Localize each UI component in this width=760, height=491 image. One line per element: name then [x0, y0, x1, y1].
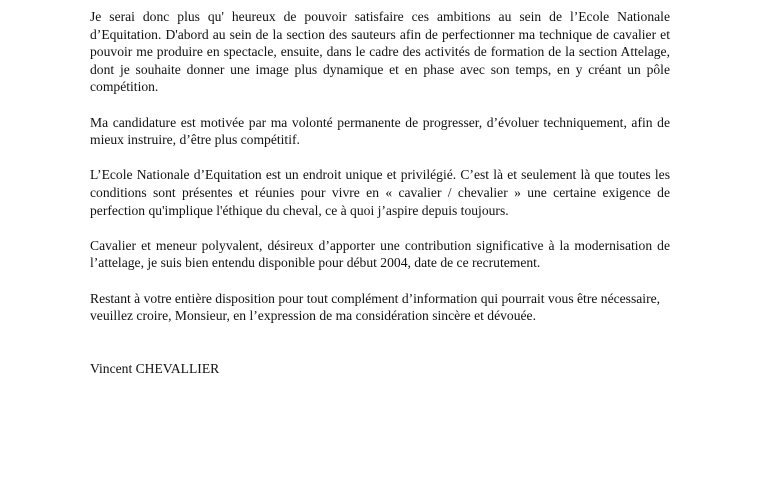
paragraph-availability: Cavalier et meneur polyvalent, désireux d’apporter une contribution significative à la modernisation de l’attelage, je suis bien entendu disponible pour début 2004, date de ce recrutement.: [90, 237, 670, 271]
paragraph-school: L’Ecole Nationale d’Equitation est un endroit unique et privilégié. C’est là et seulement là que toutes les conditions sont présentes et réunies pour vivre en « cavalier / chevalier » une certaine exigence de perfection qu'implique l'éthique du cheval, ce à quoi j’aspire depuis toujours.: [90, 167, 670, 218]
paragraph-closing: Restant à votre entière disposition pour tout complément d’information qui pourrait vous être nécessaire, veuillez croire, Monsieur, en l’expression de ma considération sincère et dévouée.: [90, 290, 661, 324]
signature: Vincent CHEVALLIER: [90, 360, 220, 376]
paragraph-ambitions: Je serai donc plus qu' heureux de pouvoir satisfaire ces ambitions au sein de l’Ecole Nationale d’Equitation. D'abord au sein de la section des sauteurs afin de perfectionner ma technique de cavalier et pouvoir me produire en spectacle, ensuite, dans le cadre des activités de formation de la section Attelage, dont je souhaite donner une image plus dynamique et en phase avec son temps, en y créant un pôle compétition.: [90, 9, 670, 95]
letter-body: [90, 8, 670, 377]
paragraph-motivation: Ma candidature est motivée par ma volonté permanente de progresser, d’évoluer techniquement, afin de mieux instruire, d’être plus compétitif.: [90, 114, 670, 148]
